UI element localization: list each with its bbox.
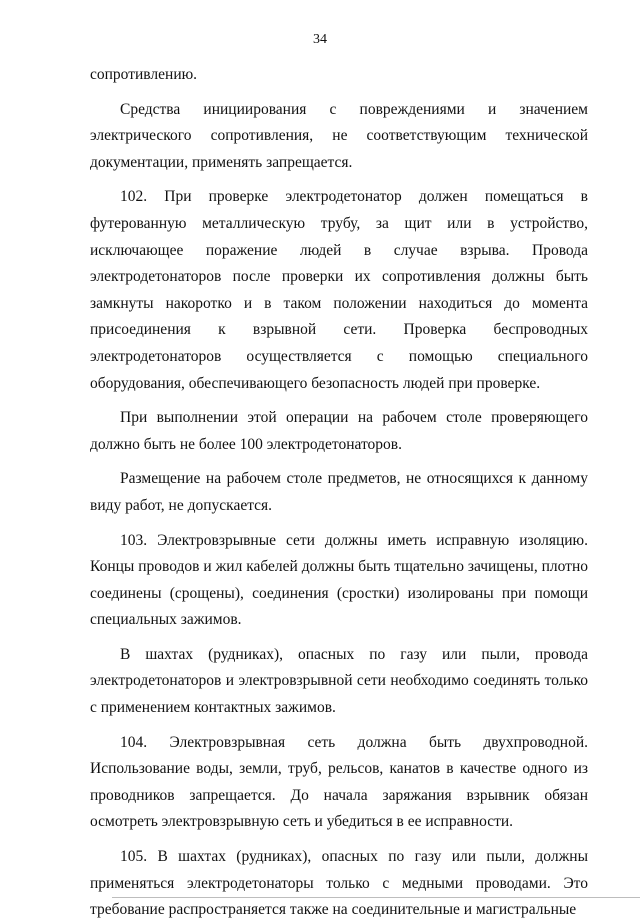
paragraph-104: 104. Электровзрывная сеть должна быть двухпроводной. Использование воды, земли, труб, рельсов, канатов в качестве одного из проводников запрещается. До начала заряжания взрывник обязан осмотреть электровзрывную сеть и убедиться в ее исправности. — [90, 733, 588, 831]
paragraph: В шахтах (рудниках), опасных по газу или пыли, провода электродетонаторов и электровзрывной сети необходимо соединять только с применением контактных зажимов. — [90, 645, 588, 717]
paragraph-102: 102. При проверке электродетонатор должен помещаться в футерованную металлическую трубу, за щит или в устройство, исключающее поражение людей в случае взрыва. Провода электродетонаторов после проверки их сопротивления должны быть замкнуты накоротко и в таком положении находиться до момента присоединения к взрывной сети. Проверка беспроводных электродетонаторов осуществляется с помощью специального оборудования, обеспечивающего безопасность людей при проверке. — [90, 188, 588, 392]
paragraph: Средства инициирования с повреждениями и значением электрического сопротивления, не соответствующим технической документации, применять запрещается. — [90, 100, 588, 171]
document-body — [90, 62, 588, 924]
scan-edge-line — [112, 897, 640, 898]
paragraph-103: 103. Электровзрывные сети должны иметь исправную изоляцию. Концы проводов и жил кабелей должны быть тщательно зачищены, плотно соединены (срощены), соединения (сростки) изолированы при помощи специальных зажимов. — [90, 531, 588, 629]
paragraph: Размещение на рабочем столе предметов, не относящихся к данному виду работ, не допускается. — [90, 470, 588, 514]
paragraph: При выполнении этой операции на рабочем столе проверяющего должно быть не более 100 электродетонаторов. — [90, 409, 588, 453]
paragraph-continuation: сопротивлению. — [90, 66, 198, 83]
paragraph-105: 105. В шахтах (рудниках), опасных по газу или пыли, должны применяться электродетонаторы только с медными проводами. Это требование распространяется также на соединительные и магистральные — [90, 848, 588, 919]
page-number: 34 — [313, 32, 327, 47]
